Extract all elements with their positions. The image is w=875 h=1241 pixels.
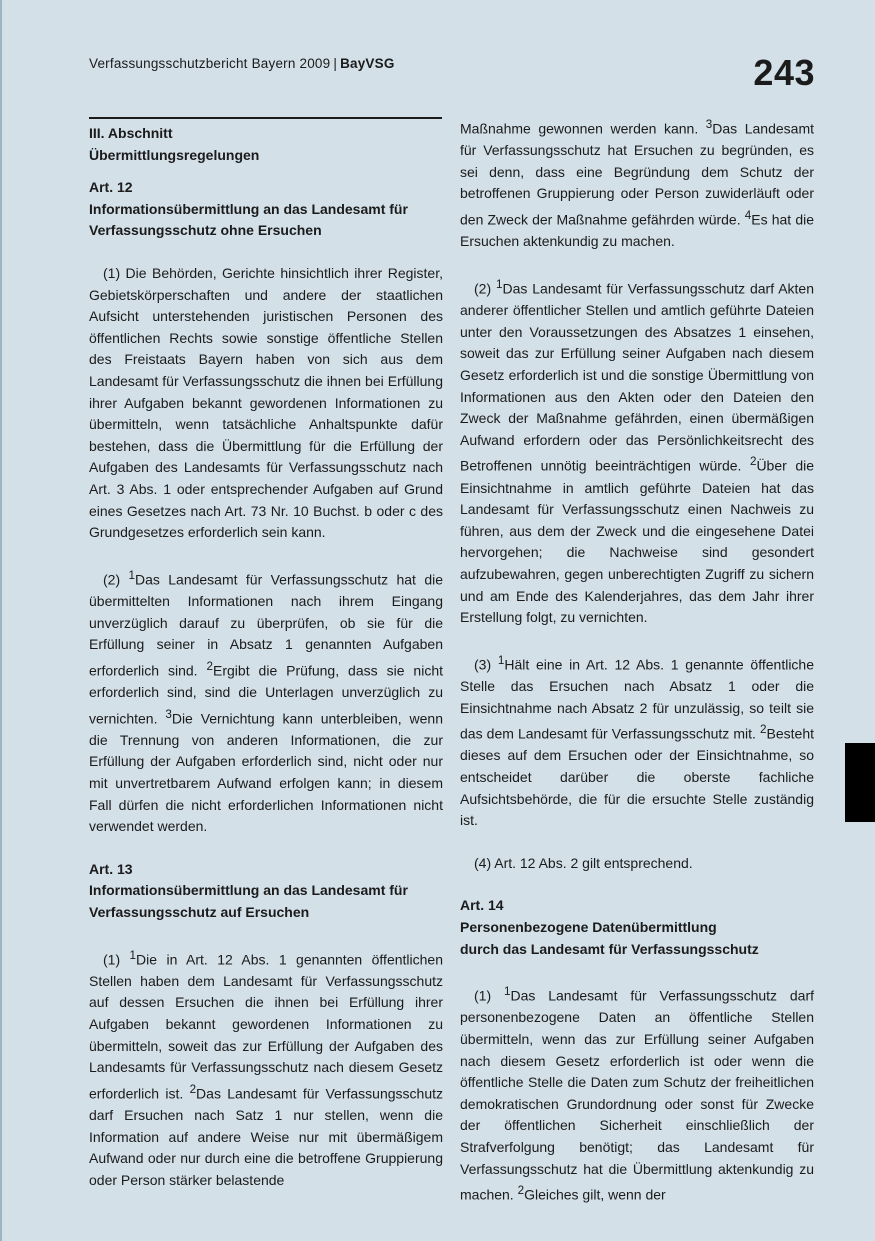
sentence-number: 1 (128, 568, 135, 582)
sentence-number: 3 (165, 707, 172, 721)
sentence: Die in Art. 12 Abs. 1 genannten öffentlichen Stellen haben dem Landesamt für Verfassungsschutz auf dessen Ersuchen die ihnen bei Erfüllung ihrer Aufgaben bekannt gewordenen Informationen zu übermitteln, soweit das zur Erfüllung der Aufgaben des Landesamts für Verfassungsschutz nach diesem Gesetz erforderlich ist. (89, 951, 443, 1102)
article-13-title: Informationsübermittlung an das Landesamt für Verfassungsschutz auf Ersuchen (89, 882, 408, 920)
sentence: Das Landesamt für Verfassungsschutz darf personenbezogene Daten an öffentliche Stellen übermitteln, wenn das zur Erfüllung seiner Aufgaben nach diesem Gesetz erforderlich ist oder wenn die öffentliche Stelle die Daten zum Schutz der freiheitlichen demokratischen Grundordnung oder sonst für Zwecke der öffentlichen Sicherheit einschließlich der Strafverfolgung benötigt; das Landesamt für Verfassungsschutz hat die Übermittlung aktenkundig zu machen. (460, 987, 815, 1203)
sentence: Das Landesamt für Verfassungsschutz hat die übermittelten Informationen nach ihrem Eingang unverzüglich darauf zu überprüfen, ob sie für die Erfüllung seiner in Absatz 1 genannten Aufgaben erforderlich sind. (89, 571, 443, 679)
article-14-title-line-2: durch das Landesamt für Verfassungsschutz (460, 940, 759, 957)
article-14-paragraph-1 (460, 981, 814, 1206)
article-12-title: Informationsübermittlung an das Landesamt für Verfassungsschutz ohne Ersuchen (89, 200, 408, 239)
sentence: Die Vernichtung kann unterbleiben, wenn die Trennung von anderen Informationen, die zur Erfüllung der Aufgaben erforderlich sind, nicht oder nur mit unvertretbarem Aufwand erfolgen kann; in diesem Fall dürfen die nicht erforderlichen Informationen nicht verwendet werden. (89, 710, 443, 835)
running-header (89, 56, 395, 71)
sentence-number: 2 (517, 1184, 525, 1198)
paragraph-marker: (3) (474, 656, 492, 673)
paragraph-marker: (1) (103, 951, 121, 968)
left-column (89, 123, 443, 1191)
sentence: Hält eine in Art. 12 Abs. 1 genannte öffentliche Stelle das Ersuchen nach Absatz 1 oder die Einsichtnahme nach Absatz 2 für unzulässig, so teilt sie das dem Landesamt für Verfassungsschutz mit. (460, 656, 814, 742)
sentence-number: 1 (497, 653, 505, 667)
sentence: Es hat die Ersuchen aktenkundig zu machen. (460, 211, 815, 250)
publication-title: Verfassungsschutzbericht Bayern 2009 (89, 56, 331, 71)
article-14-number: Art. 14 (460, 897, 504, 914)
paragraph-marker: (2) (474, 280, 492, 297)
sentence-number: 1 (503, 985, 511, 999)
sentence: Das Landesamt für Verfassungsschutz hat Ersuchen zu begründen, es sei denn, dass eine Begründung dem Schutz der betroffenen Gruppierung oder Person zuwiderläuft oder den Zweck der Maßnahme gefährden würde. (460, 120, 814, 228)
right-column (460, 114, 814, 1206)
sentence-number: 2 (760, 723, 767, 737)
sentence-number: 2 (749, 455, 757, 469)
header-separator: | (333, 56, 338, 71)
page-number: 243 (753, 52, 815, 93)
page-edge (0, 0, 2, 1241)
article-12-number: Art. 12 (89, 179, 133, 196)
sentence: Das Landesamt für Verfassungsschutz darf Ersuchen nach Satz 1 nur stellen, wenn die Information auf andere Weise nur mit übermäßigem Aufwand oder nur durch eine die betroffene Gruppierung oder Person stärker belastende (89, 1085, 444, 1188)
article-14-title-line-1: Personenbezogene Datenübermittlung (460, 918, 717, 935)
section-rule (89, 117, 442, 119)
sentence: Besteht dieses auf dem Ersuchen oder der Einsichtnahme, so entscheidet darüber die oberste fachliche Aufsichtsbehörde, die für die ersuchte Stelle zuständig ist. (460, 725, 814, 829)
section-subtitle: Übermittlungsregelungen (89, 146, 260, 163)
sentence-number: 4 (744, 209, 752, 223)
article-13-paragraph-2 (460, 274, 814, 629)
sentence: Über die Einsichtnahme in amtlich geführte Dateien hat das Landesamt für Verfassungsschutz einen Nachweis zu führen, aus dem der Zweck und die eingesehene Datei hervorgehen; die Nachweise sind gesondert aufzubewahren, gegen unberechtigten Zugriff zu sichern und am Ende des Kalenderjahres, das dem Jahr ihrer Erstellung folgt, zu vernichten. (460, 457, 814, 626)
sentence: Ergibt die Prüfung, dass sie nicht erforderlich sind, sind die Unterlagen unverzüglich zu vernichten. (89, 662, 444, 727)
chapter-thumb-tab (845, 743, 875, 822)
sentence-number: 2 (206, 659, 214, 673)
article-13-number: Art. 13 (89, 860, 133, 877)
article-13-paragraph-3 (460, 650, 814, 832)
article-12-paragraph-1: (1) Die Behörden, Gerichte hinsichtlich ihrer Register, Gebietskörperschaften und andere der staatlichen Aufsicht unterstehenden juristischen Personen des öffentlichen Rechts sowie sonstige öffentliche Stellen des Freistaats Bayern haben von sich aus dem Landesamt für Verfassungsschutz die ihnen bei Erfüllung ihrer Aufgaben bekannt gewordenen Informationen zu übermitteln, wenn tatsächliche Anhaltspunkte dafür bestehen, dass die Übermittlung für die Erfüllung der Aufgaben des Landesamts für Verfassungsschutz nach Art. 3 Abs. 1 oder entsprechender Aufgaben auf Grund eines Gesetzes nach Art. 73 Nr. 10 Buchst. b oder c des Grundgesetzes erforderlich sein kann. (89, 264, 443, 541)
section-title: III. Abschnitt (89, 125, 173, 141)
sentence: Gleiches gilt, wenn der (524, 1186, 666, 1203)
paragraph-marker: (1) (474, 987, 492, 1004)
article-12-paragraph-2 (89, 565, 443, 838)
paragraph-marker: (2) (103, 571, 121, 588)
article-13-paragraph-1-continued (460, 114, 814, 253)
header-section: BayVSG (340, 56, 395, 71)
sentence-number: 2 (189, 1082, 197, 1096)
sentence: Das Landesamt für Verfassungsschutz darf Akten anderer öffentlicher Stellen und amtlich geführte Dateien unter den Voraussetzungen des Absatzes 1 einsehen, soweit das zur Erfüllung seiner Aufgaben nach diesem Gesetz erforderlich ist und die sonstige Übermittlung von Informationen aus den Akten oder den Dateien den Zweck der Maßnahme gefährden, einen übermäßigen Aufwand erfordern oder das Persönlichkeitsrecht des Betroffenen unnötig beeinträchtigen würde. (460, 280, 814, 474)
sentence: Maßnahme gewonnen werden kann. (460, 120, 699, 137)
article-13-paragraph-4: (4) Art. 12 Abs. 2 gilt entsprechend. (474, 854, 693, 871)
sentence-number: 3 (705, 118, 713, 131)
sentence-number: 1 (129, 948, 137, 962)
sentence-number: 1 (496, 277, 503, 291)
article-13-paragraph-1 (89, 945, 443, 1192)
